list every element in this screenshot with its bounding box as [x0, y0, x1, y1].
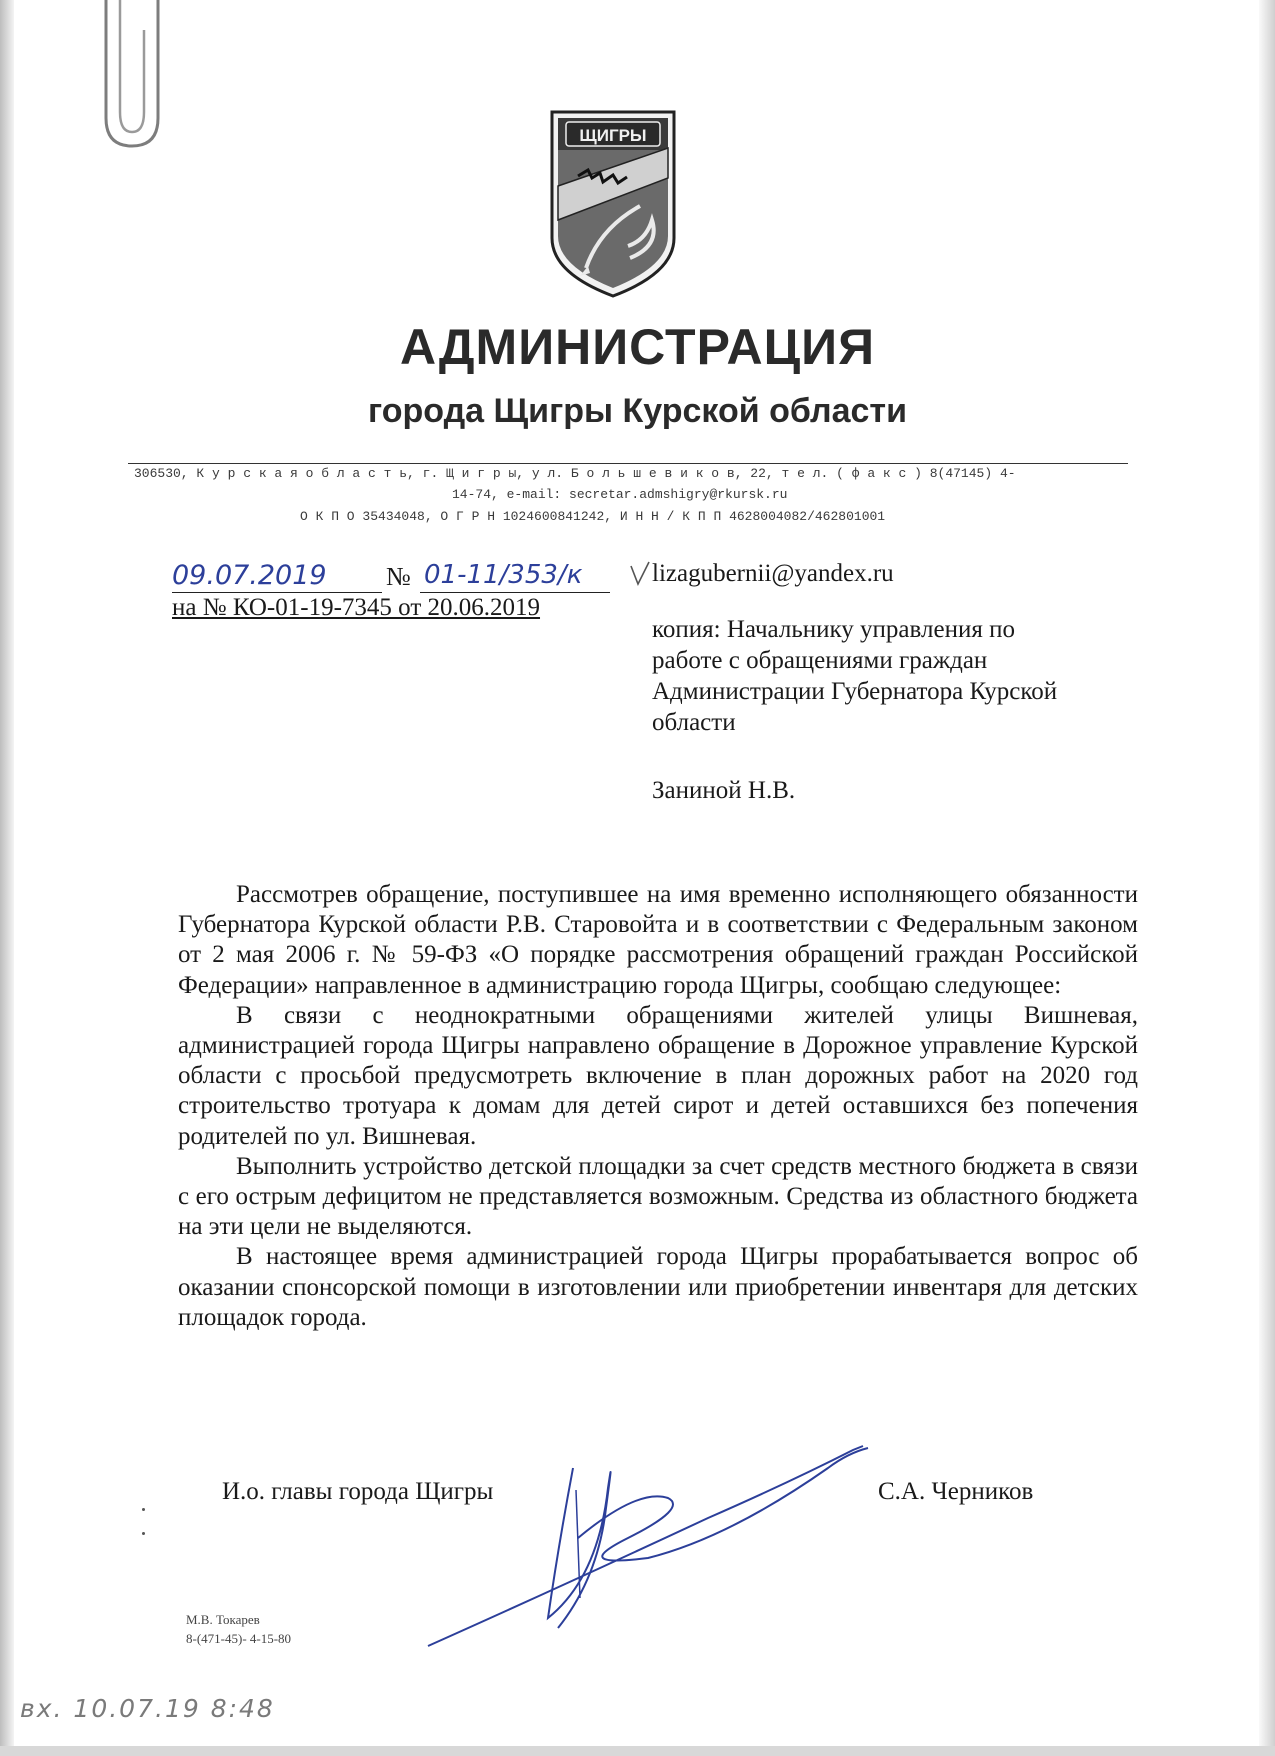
- body-paragraph: В связи с неоднократными обращениями жителей улицы Вишневая, администрацией города Щигры направлено обращение в Дорожное управление Курской области с просьбой предусмотреть включение в план дорожных работ на 2020 год строительство тротуара к домам для детей сирот и детей оставшихся без попечения родителей по ул. Вишневая.: [178, 1001, 1138, 1150]
- copy-line: копия: Начальнику управления по: [652, 616, 1015, 643]
- date-underline: [172, 592, 382, 593]
- scan-right-edge: [1259, 0, 1275, 1756]
- scan-speck: [142, 1508, 145, 1511]
- scan-bottom-edge: [0, 1746, 1275, 1756]
- number-underline: [420, 592, 610, 593]
- copy-line: области: [652, 709, 736, 736]
- copy-line: Администрации Губернатора Курской: [652, 678, 1058, 705]
- letter-body: [178, 880, 1138, 1333]
- recipient-name: Заниной Н.В.: [652, 777, 796, 804]
- coat-of-arms-lettering: ЩИГРЫ: [579, 126, 647, 145]
- address-line-1: 306530, К у р с к а я о б л а с т ь, г. Щ и г р ы, у л. Б о л ь ш е в и к о в, 22, т е л. ( ф а к с ) 8(47145) 4-: [134, 466, 1016, 481]
- executor-phone: 8-(471-45)- 4-15-80: [186, 1631, 292, 1646]
- body-paragraph: Рассмотрев обращение, поступившее на имя временно исполняющего обязанности Губернатора Курской области Р.В. Старовойта и в соответствии с Федеральным законом от 2 мая 2006 г. № 59-ФЗ «О порядке рассмотрения обращений граждан Российской Федерации» направленное в администрацию города Щигры, сообщаю следующее:: [178, 881, 1138, 999]
- address-line-2: 14-74, e-mail: secretar.admshigry@rkursk.ru: [452, 487, 788, 502]
- scan-left-edge: [0, 0, 14, 1756]
- scan-speck: [142, 1532, 145, 1535]
- body-paragraph: В настоящее время администрацией города Щигры прорабатывается вопрос об оказании спонсорской помощи в изготовлении или приобретении инвентаря для детских площадок города.: [178, 1243, 1138, 1331]
- handwritten-signature: [408, 1428, 878, 1648]
- header-divider: [128, 463, 1128, 464]
- body-paragraph: Выполнить устройство детской площадки за счет средств местного бюджета в связи с его острым дефицитом не представляется возможным. Средства из областного бюджета на эти цели не выделяются.: [178, 1152, 1138, 1241]
- signatory-position: И.о. главы города Щигры: [222, 1478, 494, 1505]
- paper-clip-icon: [92, 0, 172, 150]
- recipient-email: lizagubernii@yandex.ru: [652, 560, 894, 587]
- registration-date: 09.07.2019: [172, 560, 327, 591]
- received-stamp: вх. 10.07.19 8:48: [20, 1694, 275, 1723]
- signatory-name: С.А. Черников: [878, 1478, 1034, 1505]
- number-sign: №: [386, 562, 411, 591]
- executor-name: М.В. Токарев: [186, 1612, 260, 1627]
- coat-of-arms-shield: [548, 108, 678, 303]
- organization-subtitle: города Щигры Курской области: [368, 392, 907, 430]
- organization-title: АДМИНИСТРАЦИЯ: [399, 319, 876, 375]
- copy-line: работе с обращениями граждан: [652, 647, 988, 674]
- copy-recipient: [652, 614, 1057, 738]
- registration-number: 01-11/353/к: [424, 560, 583, 590]
- reference-number: на № КО-01-19-7345 от 20.06.2019: [172, 594, 541, 621]
- checkmark-icon: [628, 560, 652, 588]
- address-line-3: О К П О 35434048, О Г Р Н 1024600841242, И Н Н / К П П 4628004082/462801001: [300, 509, 886, 524]
